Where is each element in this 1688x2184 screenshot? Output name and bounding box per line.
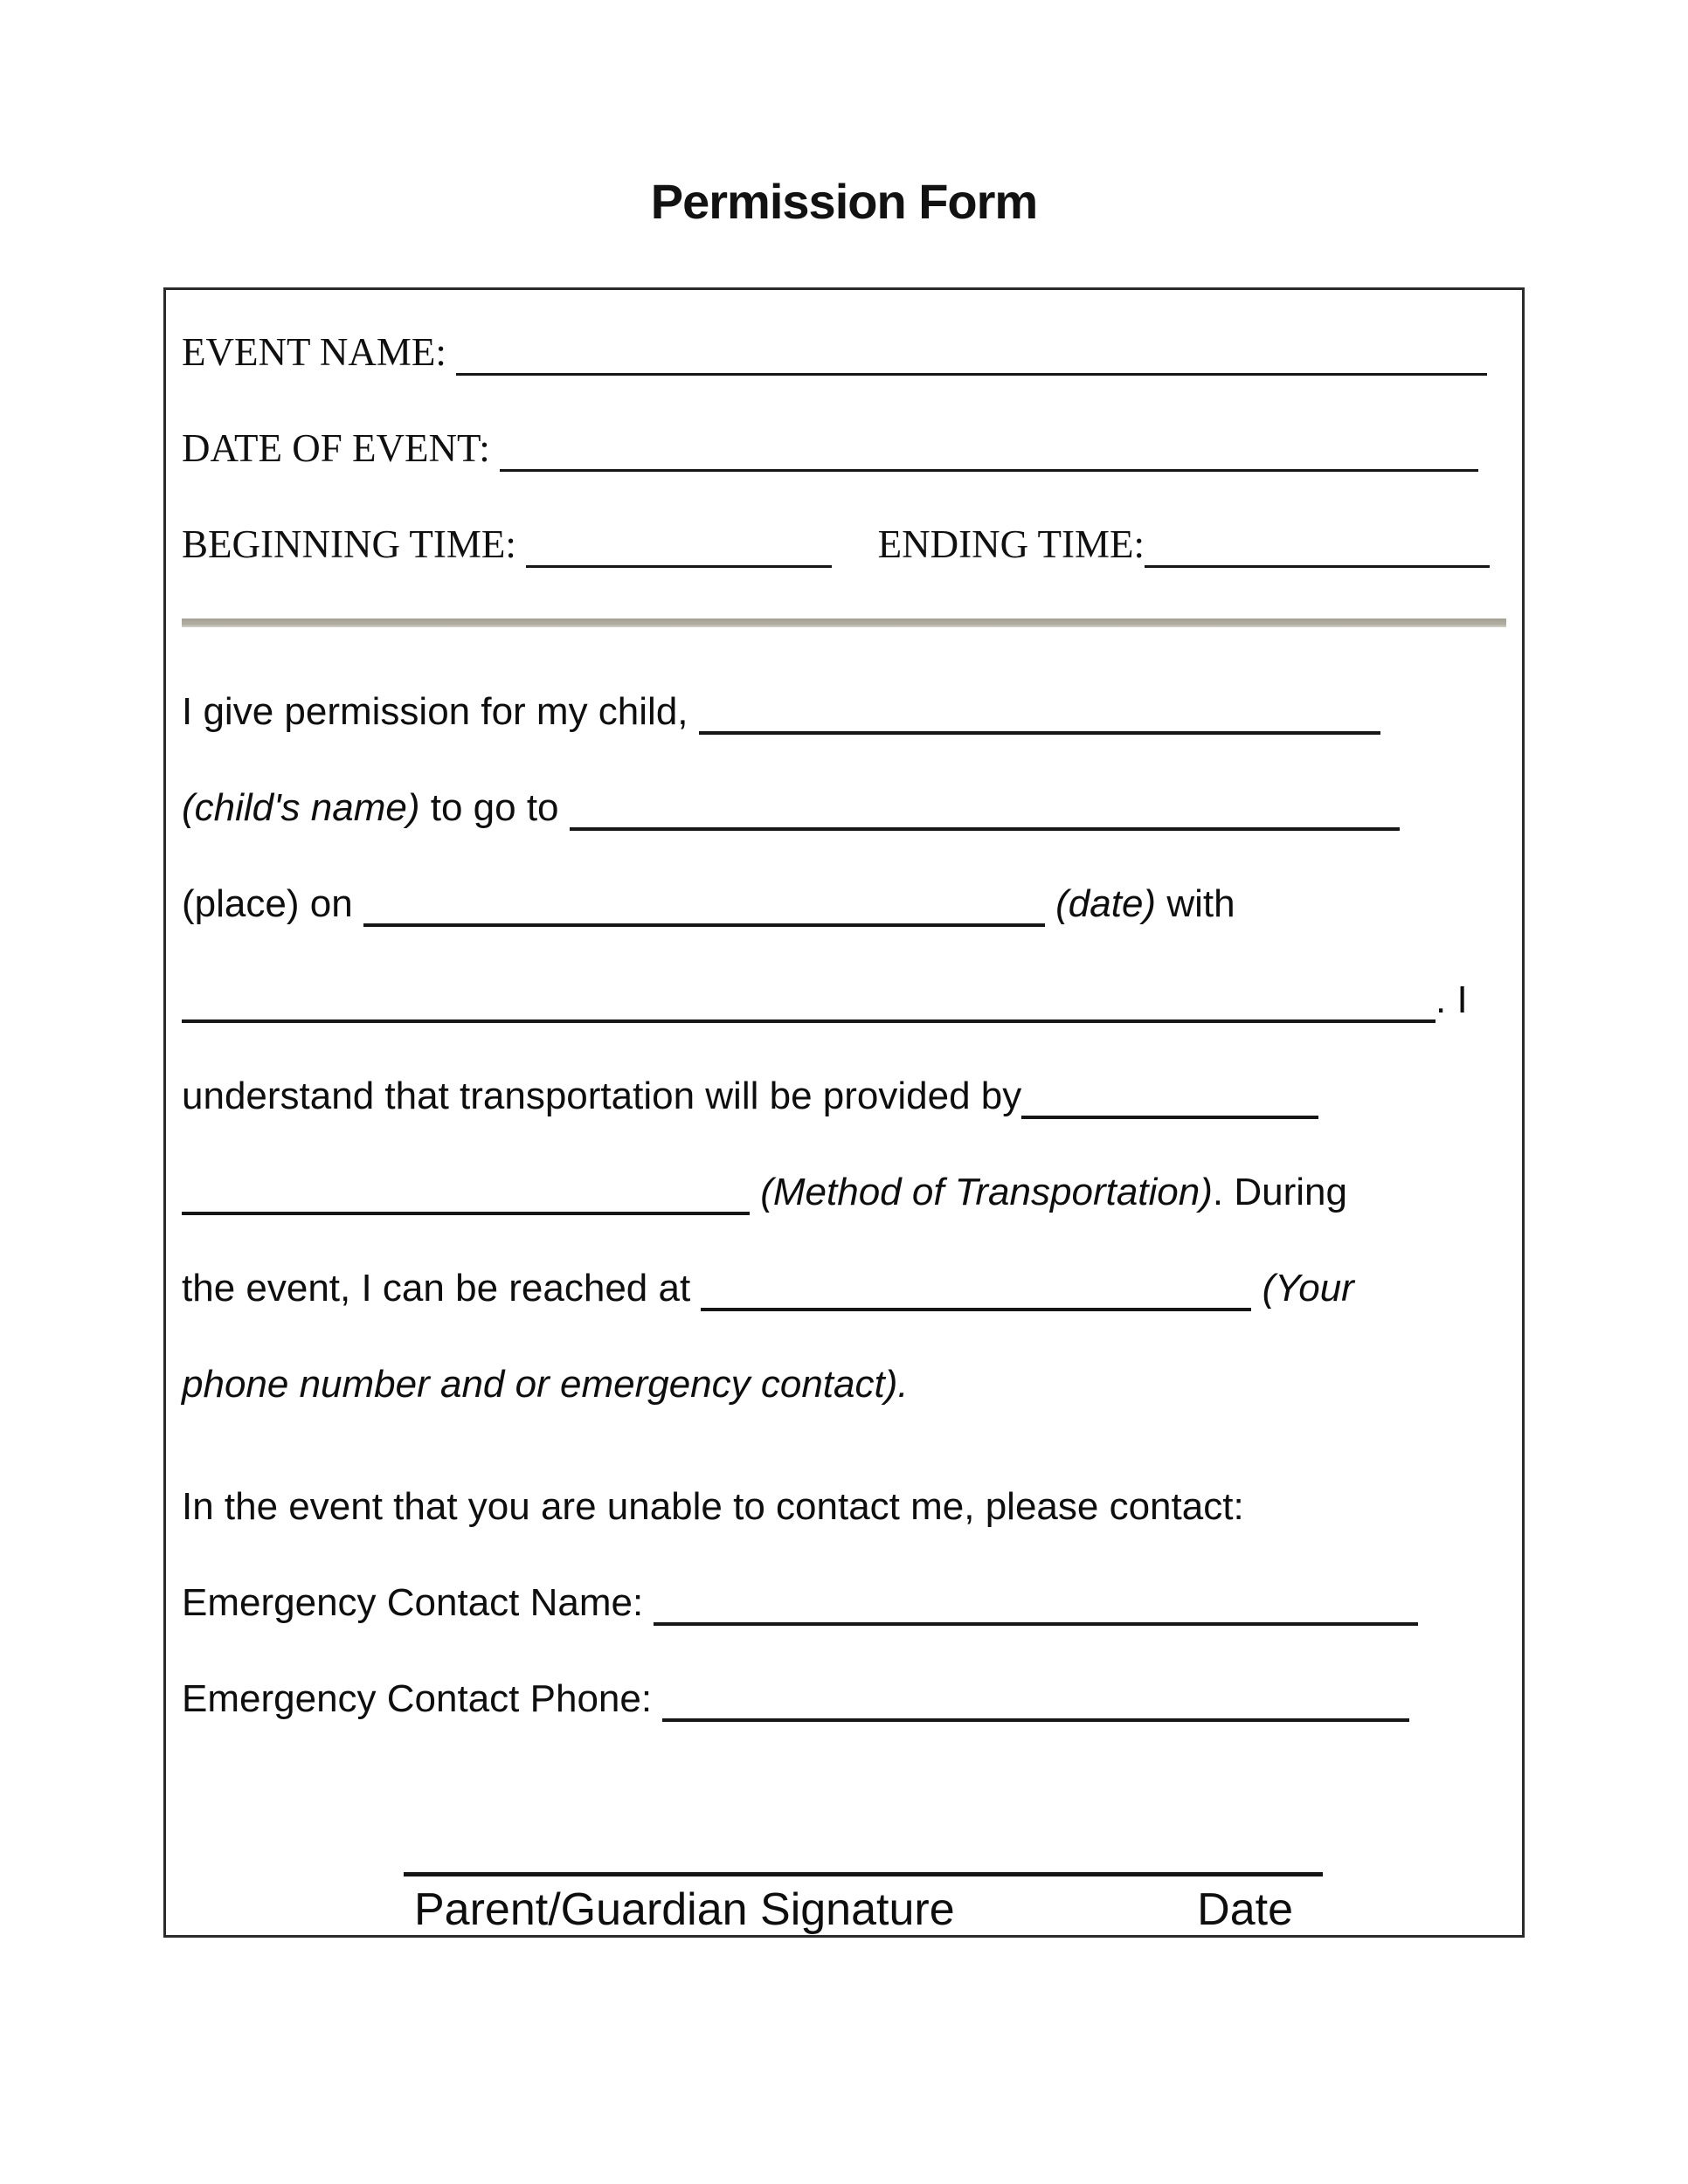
line5-text: understand that transportation will be provided by <box>182 1075 1022 1117</box>
emergency-name-label: Emergency Contact Name: <box>182 1581 644 1624</box>
line7-text: the event, I can be reached at <box>182 1267 691 1310</box>
phone-field[interactable] <box>701 1301 1251 1311</box>
place-field[interactable] <box>570 820 1400 831</box>
paragraph-line-6 <box>182 1144 1505 1241</box>
line3-text-a: (place) on <box>182 882 353 925</box>
date-label: Date <box>1197 1884 1293 1935</box>
line3-text-b: with <box>1166 882 1235 925</box>
line6-text: . During <box>1212 1171 1347 1213</box>
beginning-time-field[interactable] <box>526 557 832 568</box>
event-name-row <box>182 304 1505 400</box>
emergency-phone-label: Emergency Contact Phone: <box>182 1677 653 1720</box>
emergency-name-row <box>182 1555 1505 1651</box>
event-name-label: EVENT NAME: <box>182 330 446 374</box>
contact-intro-text: In the event that you are unable to contact me, please contact: <box>182 1485 1244 1528</box>
date-of-event-label: DATE OF EVENT: <box>182 426 490 470</box>
line1-text: I give permission for my child, <box>182 690 688 733</box>
signature-labels <box>404 1876 1323 1936</box>
emergency-phone-row <box>182 1651 1505 1747</box>
paragraph-line-4 <box>182 952 1505 1048</box>
transportation-field-1[interactable] <box>1021 1109 1318 1119</box>
ending-time-label: ENDING TIME: <box>877 522 1145 566</box>
paragraph-line-7 <box>182 1241 1505 1337</box>
parent-guardian-signature-label: Parent/Guardian Signature <box>414 1884 955 1935</box>
event-name-field[interactable] <box>456 365 1487 376</box>
form-title: Permission Form <box>650 174 1038 229</box>
form-box <box>163 287 1525 1938</box>
your-phone-hint-a: (Your <box>1262 1267 1354 1310</box>
times-row <box>182 496 1505 592</box>
contact-intro-line <box>182 1459 1505 1555</box>
childs-name-hint: (child's name) <box>182 786 420 829</box>
your-phone-hint-b: phone number and or emergency contact). <box>182 1363 909 1406</box>
child-name-field[interactable] <box>699 724 1380 735</box>
date-of-event-field[interactable] <box>500 461 1478 472</box>
chaperone-field[interactable] <box>182 1013 1435 1023</box>
permission-paragraph <box>182 664 1505 1747</box>
line2-text: to go to <box>430 786 559 829</box>
transportation-field-2[interactable] <box>182 1205 750 1215</box>
line4-text: . I <box>1435 978 1468 1021</box>
section-divider <box>182 619 1506 627</box>
emergency-phone-field[interactable] <box>662 1711 1409 1722</box>
paragraph-line-5 <box>182 1048 1505 1144</box>
paragraph-line-1 <box>182 664 1505 760</box>
emergency-name-field[interactable] <box>654 1615 1418 1626</box>
beginning-time-label: BEGINNING TIME: <box>182 522 516 566</box>
ending-time-field[interactable] <box>1145 557 1490 568</box>
date-hint: (date) <box>1055 882 1157 925</box>
paragraph-line-2 <box>182 760 1505 856</box>
date-field[interactable] <box>363 916 1045 927</box>
signature-block <box>404 1872 1323 1936</box>
paragraph-line-3 <box>182 856 1505 952</box>
date-of-event-row <box>182 400 1505 496</box>
paragraph-line-8 <box>182 1337 1505 1433</box>
method-of-transportation-hint: (Method of Transportation) <box>760 1171 1213 1213</box>
